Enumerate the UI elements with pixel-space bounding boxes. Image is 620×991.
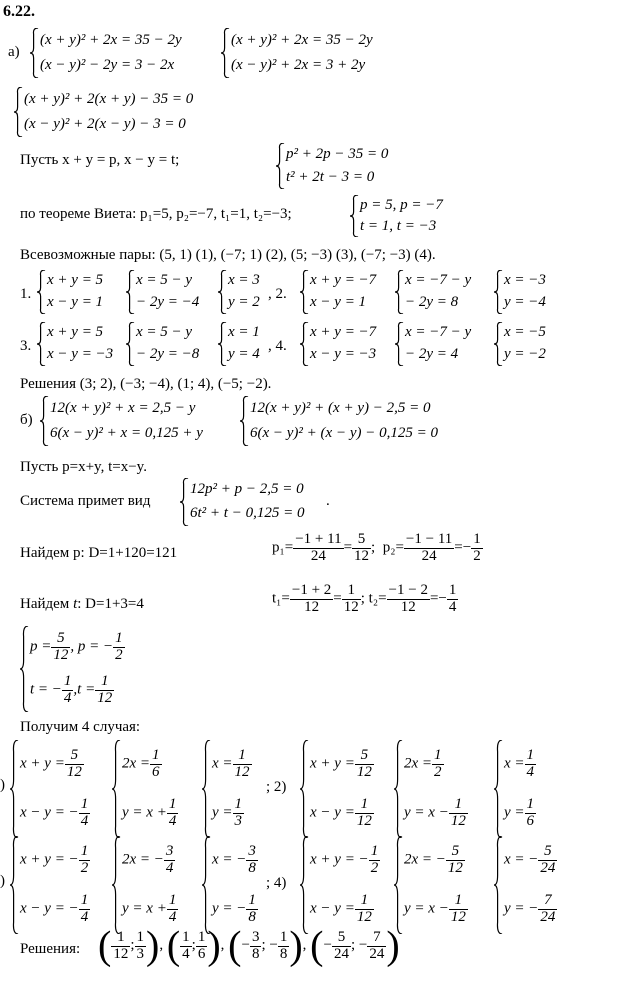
case-3-number: 3. [20,338,32,354]
case-1-system-2 [126,270,199,314]
four-cases-text: Получим 4 случая: [20,719,141,735]
system-row: x = −7 − y [405,324,472,341]
system-row: − 2y = −8 [136,346,200,363]
case-row-separator: ; 2) [266,779,287,795]
system-row: x = −7 − y [405,272,472,289]
system-row: (x − y)² − 2y = 3 − 2x [40,56,175,73]
substitution-text-a: Пусть x + y = p, x − y = t; [20,152,180,168]
case-system: x = − $\frac{3}{8}$ y = − $\frac{1}{8}$ [202,836,258,934]
case-2-number: , 2. [268,286,287,302]
part-a-system-2 [221,28,373,78]
case-system: 2x = $\frac{1}{2}$ y = x − $\frac{1}{12}$ [394,740,468,838]
system-row: 6(x − y)² + (x − y) − 0,125 = 0 [250,424,438,441]
part-b-label: б) [20,412,33,428]
part-b-system-1 [40,396,203,446]
system-row: − 2y = 8 [405,294,459,311]
roots-system-a [350,195,443,237]
system-row: x = −5 [504,324,546,341]
case-row-separator: ; 4) [266,875,287,891]
vieta-text: по теореме Виета: p₁=5, p₂=−7, t₁=1, t₂=−3; [20,206,292,222]
system-row: 6(x − y)² + x = 0,125 + y [50,424,203,441]
system-row: 6t² + t − 0,125 = 0 [190,505,305,522]
pt-roots-system: p = $\frac{5}{12}$ , p = − $\frac{1}{2}$ t = − $\frac{1}{4}$ ,t = $\frac{1}{12}$ [20,626,125,712]
case-system: 2x = $\frac{1}{6}$ y = x + $\frac{1}{4}$ [112,740,178,838]
case-system: x + y = $\frac{5}{12}$ x − y = − $\frac{1}{4}$ [10,740,90,838]
answer-pair: (− $\frac{3}{8}$ ; − $\frac{1}{8}$ ), [228,923,307,968]
case-1-number: 1. [20,286,32,302]
case-system: x + y = − $\frac{1}{2}$ x − y = − $\frac{1}{4}$ [10,836,90,934]
part-a-system-1 [30,28,182,78]
system-row: 12(x + y)² + (x + y) − 2,5 = 0 [250,399,431,416]
case-1-system-1 [37,270,103,314]
case-2-system-3 [494,270,546,314]
system-row: (x + y)² + 2(x + y) − 35 = 0 [24,90,194,107]
system-row: (x − y)² + 2x = 3 + 2y [231,56,366,73]
system-row: x + y = −7 [310,324,377,341]
system-row: x = 3 [228,272,260,289]
system-row: t² + 2t − 3 = 0 [286,168,375,185]
answer-pair: ( $\frac{1}{4}$ ; $\frac{1}{6}$ ), [166,923,225,968]
system-row: 12(x + y)² + x = 2,5 − y [50,399,196,416]
system-row: y = −2 [504,346,546,363]
system-row: x = 1 [228,324,260,341]
case-system: x + y = $\frac{5}{12}$ x − y = $\frac{1}{12}$ [300,740,374,838]
pairs-text: Всевозможные пары: (5, 1) (1), (−7; 1) (2), (5; −3) (3), (−7; −3) (4). [20,247,436,263]
case-system: x = − $\frac{5}{24}$ y = − $\frac{7}{24}$ [494,836,557,934]
system-row: p = 5, p = −7 [360,196,443,213]
case-1-system-3 [218,270,260,314]
case-system: 2x = − $\frac{5}{12}$ y = x − $\frac{1}{12}$ [394,836,468,934]
system-row: y = −4 [504,294,546,311]
t-roots: t₁= $\frac{-1 + 2}{12}$ = $\frac{1}{12}$ ; t₂= $\frac{-1 - 2}{12}$ =− $\frac{1}{4}$ [272,582,457,615]
case-3-system-2 [126,322,199,366]
system-row: x + y = 5 [47,324,104,341]
system-row: x + y = −7 [310,272,377,289]
case-row-prefix: ) [0,873,5,889]
case-system: 2x = − $\frac{3}{4}$ y = x + $\frac{1}{4}$ [112,836,178,934]
problem-number: 6.22. [3,3,35,20]
case-4-system-3 [494,322,546,366]
answer-pair: (− $\frac{5}{24}$ ; − $\frac{7}{24}$ ) [310,923,400,968]
system-row: x = 5 − y [136,272,193,289]
system-row: x − y = −3 [310,346,377,363]
system-row: x = −3 [504,272,546,289]
system-row: y = 2 [228,294,260,311]
system-row: − 2y = 4 [405,346,459,363]
system-row: − 2y = −4 [136,294,200,311]
case-2-system-1 [300,270,376,314]
system-row: x + y = 5 [47,272,104,289]
system-row: y = 4 [228,346,260,363]
system-form [180,478,304,526]
answers-list [98,923,403,968]
case-4-system-1 [300,322,376,366]
part-b-system-2 [240,396,438,446]
part-a-label: а) [8,44,20,60]
system-row: x − y = 1 [310,294,367,311]
system-row: t = 1, t = −3 [360,217,437,234]
case-2-system-2 [395,270,471,314]
p-roots: p₁= $\frac{-1 + 11}{24}$ = $\frac{5}{12}$ ; p₂= $\frac{-1 - 11}{24}$ =− $\frac{1}{2}$ [272,531,481,564]
system-row: x − y = −3 [47,346,114,363]
system-row: p² + 2p − 35 = 0 [286,145,389,162]
case-row-prefix: ) [0,777,5,793]
find-p-text: Найдем p: D=1+120=121 [20,545,178,561]
system-row: 12p² + p − 2,5 = 0 [190,481,304,498]
part-a-system-3 [14,87,193,137]
answers-label: Решения: [20,941,81,957]
case-system: x + y = − $\frac{1}{2}$ x − y = $\frac{1}{12}$ [300,836,380,934]
solutions-text-a: Решения (3; 2), (−3; −4), (1; 4), (−5; −2). [20,376,272,392]
case-4-system-2 [395,322,471,366]
system-form-text: Система примет вид [20,493,151,509]
find-t-text: Найдем t: D=1+3=4 [20,596,144,612]
system-row: (x + y)² + 2x = 35 − 2y [40,31,182,48]
system-row: x − y = 1 [47,294,104,311]
system-row: x = 5 − y [136,324,193,341]
case-system: x = $\frac{1}{4}$ y = $\frac{1}{6}$ [494,740,536,838]
case-3-system-3 [218,322,260,366]
system-form-tail: . [326,493,330,509]
case-4-number: , 4. [268,338,287,354]
system-row: (x − y)² + 2(x − y) − 3 = 0 [24,115,186,132]
case-3-system-1 [37,322,113,366]
pt-system [276,143,388,189]
case-system: x = $\frac{1}{12}$ y = $\frac{1}{3}$ [202,740,252,838]
system-row: (x + y)² + 2x = 35 − 2y [231,31,373,48]
answer-pair: ( $\frac{1}{12}$ ; $\frac{1}{3}$ ), [98,923,164,968]
substitution-text-b: Пусть p=x+y, t=x−y. [20,459,147,475]
